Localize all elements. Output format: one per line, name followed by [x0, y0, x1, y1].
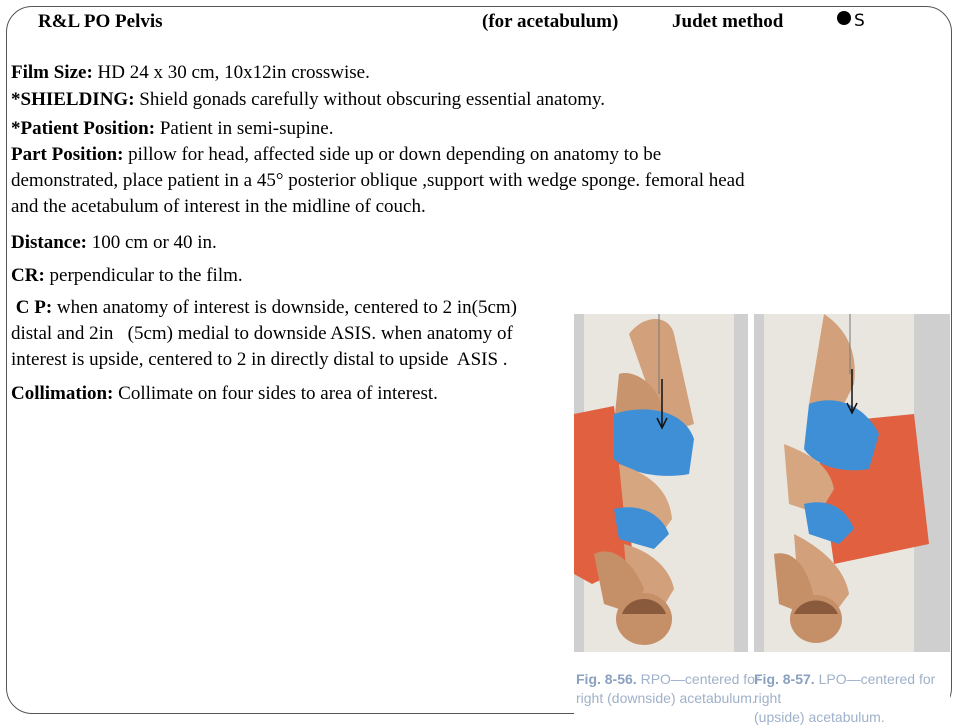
- rpo-photo: [574, 314, 748, 652]
- collimation-text: Collimate on four sides to area of interest.: [113, 383, 438, 404]
- fig-56-caption-line2: right (downside) acetabulum.: [576, 690, 756, 706]
- distance-line: [11, 230, 781, 256]
- film-size-line: [11, 60, 781, 86]
- collimation-label: Collimation:: [11, 383, 114, 404]
- fig-56-label: Fig. 8-56.: [576, 671, 637, 687]
- central-ray-line: [11, 263, 781, 289]
- centering-point-label: C P:: [11, 297, 53, 318]
- method-name: Judet method: [672, 11, 784, 32]
- shielding-label: *SHIELDING:: [11, 89, 135, 110]
- centering-point-text: when anatomy of interest is downside, centered to 2 in(5cm) distal and 2in (5cm) medial to downside ASIS. when anatomy of interest is upside, centered to 2 in directly distal to upside ASIS .: [11, 297, 522, 370]
- lpo-photo: [754, 314, 950, 652]
- part-position-line: [11, 142, 761, 220]
- central-ray-text: perpendicular to the film.: [44, 265, 243, 286]
- part-position-label: Part Position:: [11, 144, 124, 165]
- distance-text: 100 cm or 40 in.: [86, 232, 217, 253]
- slide-subtitle: (for acetabulum): [482, 11, 619, 32]
- part-position-text: pillow for head, affected side up or down depending on anatomy to be demonstrated, place patient in a 45° posterior oblique ,support with wedge sponge. femoral head and the acetabulum of interest in the midline of couch.: [11, 144, 745, 217]
- bullet-icon: [837, 11, 851, 25]
- central-ray-label: CR:: [11, 265, 45, 286]
- film-size-text: HD 24 x 30 cm, 10x12in crosswise.: [92, 62, 370, 83]
- shielding-line: [11, 87, 781, 113]
- centering-point-line: [11, 295, 559, 373]
- patient-position-text: Patient in semi-supine.: [155, 118, 334, 139]
- shielding-text: Shield gonads carefully without obscuring essential anatomy.: [134, 89, 606, 110]
- patient-position-line: [11, 116, 781, 142]
- distance-label: Distance:: [11, 232, 87, 253]
- positioning-photos: [574, 314, 950, 725]
- fig-56-caption: [576, 670, 760, 708]
- fig-57-caption-line1: LPO—centered for right: [754, 671, 936, 706]
- film-size-label: Film Size:: [11, 62, 93, 83]
- fig-57-label: Fig. 8-57.: [754, 671, 815, 687]
- fig-56-caption-line1: RPO—centered for: [640, 671, 760, 687]
- fig-57-caption-line2: (upside) acetabulum.: [754, 709, 885, 725]
- slide-title: R&L PO Pelvis: [38, 11, 163, 32]
- bullet-letter: S: [854, 11, 865, 31]
- fig-57-caption: [754, 670, 950, 727]
- patient-position-label: *Patient Position:: [11, 118, 156, 139]
